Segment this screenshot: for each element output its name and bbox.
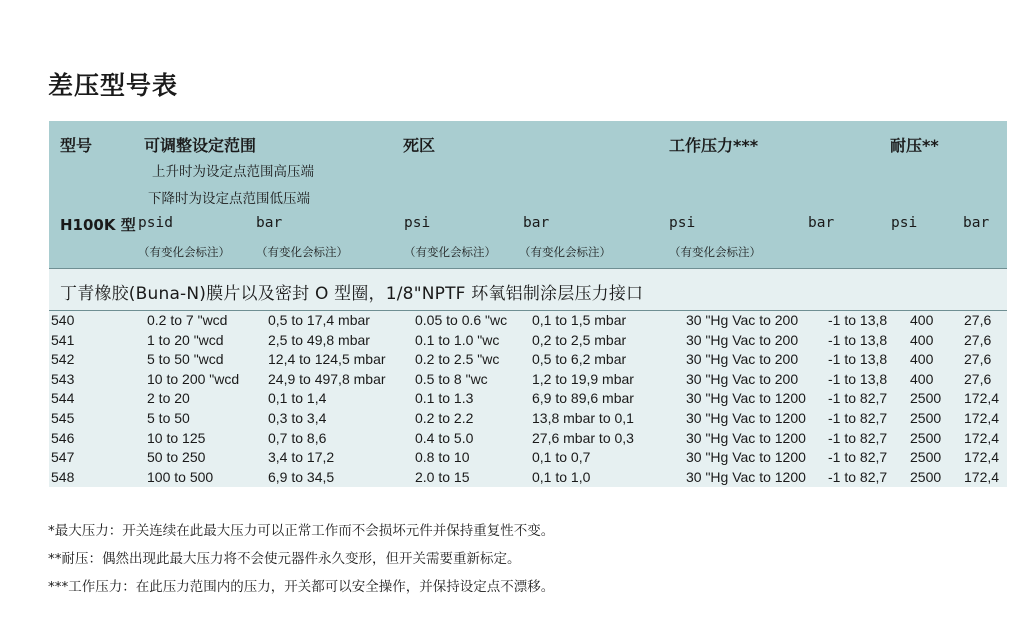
change-note: （有变化会标注） xyxy=(138,245,230,259)
deadband-psi-cell: 0.05 to 0.6 "wc xyxy=(415,312,508,328)
header-deadband: 死区 xyxy=(403,136,436,155)
table-row xyxy=(49,409,1007,429)
deadband-psi-cell: 0.5 to 8 "wc xyxy=(415,370,488,387)
working-psi-cell: 30 "Hg Vac to 1200 xyxy=(686,390,806,407)
footnote-working-pressure: ***工作压力：在此压力范围内的压力，开关都可以安全操作，并保持设定点不漂移。 xyxy=(48,579,555,595)
model-cell: 547 xyxy=(51,449,75,466)
psid-range-cell: 10 to 200 "wcd xyxy=(147,370,240,387)
deadband-psi-cell: 0.4 to 5.0 xyxy=(415,429,474,446)
model-cell: 542 xyxy=(51,351,75,368)
section-heading xyxy=(49,269,1007,310)
page-title: 差压型号表 xyxy=(48,71,179,100)
bar-range-cell: 12,4 to 124,5 mbar xyxy=(268,351,386,368)
deadband-psi-cell: 0.1 to 1.0 "wc xyxy=(415,331,500,348)
change-note: （有变化会标注） xyxy=(669,245,761,259)
change-note: （有变化会标注） xyxy=(519,245,611,259)
header-rising-note: 上升时为设定点范围高压端 xyxy=(152,164,314,180)
proof-psi-cell: 400 xyxy=(910,370,934,387)
working-psi-cell: 30 "Hg Vac to 1200 xyxy=(686,449,806,466)
bar-range-cell: 2,5 to 49,8 mbar xyxy=(268,331,370,348)
working-psi-cell: 30 "Hg Vac to 200 xyxy=(686,312,799,328)
header-falling-note: 下降时为设定点范围低压端 xyxy=(148,191,310,207)
working-psi-cell: 30 "Hg Vac to 1200 xyxy=(686,410,806,426)
proof-bar-cell: 172,4 xyxy=(964,390,1000,407)
unit-bar: bar xyxy=(963,215,990,231)
psid-range-cell: 2 to 20 xyxy=(147,390,190,407)
deadband-psi-cell: 0.8 to 10 xyxy=(415,449,470,466)
table-body xyxy=(49,311,1007,487)
psid-range-cell: 50 to 250 xyxy=(147,449,206,466)
psid-range-cell: 100 to 500 xyxy=(147,468,214,485)
header-model-series: H100K 型 xyxy=(60,216,136,234)
header-model: 型号 xyxy=(60,136,93,155)
unit-bar: bar xyxy=(523,215,550,231)
header-range: 可调整设定范围 xyxy=(144,136,257,155)
bar-range-cell: 0,7 to 8,6 xyxy=(268,429,327,446)
table-row xyxy=(49,389,1007,409)
working-psi-cell: 30 "Hg Vac to 1200 xyxy=(686,468,806,485)
proof-bar-cell: 27,6 xyxy=(964,331,992,348)
psid-range-cell: 5 to 50 "wcd xyxy=(147,351,224,368)
working-bar-cell: -1 to 82,7 xyxy=(828,410,888,426)
bar-range-cell: 0,5 to 17,4 mbar xyxy=(268,312,370,328)
table-row xyxy=(49,448,1007,468)
working-psi-cell: 30 "Hg Vac to 200 xyxy=(686,351,799,368)
proof-bar-cell: 172,4 xyxy=(964,468,1000,485)
deadband-bar-cell: 6,9 to 89,6 mbar xyxy=(532,390,634,407)
deadband-bar-cell: 0,1 to 0,7 xyxy=(532,449,591,466)
model-cell: 548 xyxy=(51,468,75,485)
unit-psi: psi xyxy=(669,215,696,231)
model-cell: 544 xyxy=(51,390,75,407)
table-row xyxy=(49,468,1007,488)
working-psi-cell: 30 "Hg Vac to 1200 xyxy=(686,429,806,446)
model-cell: 545 xyxy=(51,410,75,426)
footnotes xyxy=(48,519,554,603)
proof-psi-cell: 2500 xyxy=(910,468,942,485)
table-header xyxy=(49,121,1007,268)
psid-range-cell: 0.2 to 7 "wcd xyxy=(147,312,228,328)
model-cell: 543 xyxy=(51,370,75,387)
deadband-psi-cell: 0.1 to 1.3 xyxy=(415,390,474,407)
proof-psi-cell: 2500 xyxy=(910,390,942,407)
deadband-bar-cell: 13,8 mbar to 0,1 xyxy=(532,410,634,426)
table-row xyxy=(49,311,1007,331)
working-bar-cell: -1 to 13,8 xyxy=(828,351,888,368)
header-proof-pressure: 耐压** xyxy=(890,136,939,155)
proof-bar-cell: 27,6 xyxy=(964,351,992,368)
unit-bar: bar xyxy=(256,215,283,231)
model-cell: 541 xyxy=(51,331,75,348)
deadband-psi-cell: 0.2 to 2.2 xyxy=(415,410,474,426)
footnote-proof-pressure: **耐压：偶然出现此最大压力将不会使元器件永久变形，但开关需要重新标定。 xyxy=(48,551,521,567)
working-psi-cell: 30 "Hg Vac to 200 xyxy=(686,370,799,387)
psid-range-cell: 1 to 20 "wcd xyxy=(147,331,224,348)
header-working-pressure: 工作压力*** xyxy=(669,136,759,155)
bar-range-cell: 0,1 to 1,4 xyxy=(268,390,327,407)
deadband-bar-cell: 1,2 to 19,9 mbar xyxy=(532,370,634,387)
unit-psi: psi xyxy=(404,215,431,231)
change-note: （有变化会标注） xyxy=(256,245,348,259)
deadband-psi-cell: 0.2 to 2.5 "wc xyxy=(415,351,500,368)
bar-range-cell: 0,3 to 3,4 xyxy=(268,410,327,426)
psid-range-cell: 10 to 125 xyxy=(147,429,206,446)
bar-range-cell: 24,9 to 497,8 mbar xyxy=(268,370,386,387)
section-title: 丁青橡胶(Buna-N)膜片以及密封 O 型圈，1/8"NPTF 环氧铝制涂层压力接口 xyxy=(60,284,644,304)
proof-bar-cell: 172,4 xyxy=(964,429,1000,446)
working-bar-cell: -1 to 82,7 xyxy=(828,449,888,466)
model-cell: 546 xyxy=(51,429,75,446)
deadband-bar-cell: 0,5 to 6,2 mbar xyxy=(532,351,627,368)
proof-bar-cell: 172,4 xyxy=(964,449,1000,466)
unit-psi: psi xyxy=(891,215,918,231)
working-bar-cell: -1 to 13,8 xyxy=(828,331,888,348)
deadband-bar-cell: 0,2 to 2,5 mbar xyxy=(532,331,627,348)
proof-psi-cell: 2500 xyxy=(910,429,942,446)
proof-bar-cell: 172,4 xyxy=(964,410,1000,426)
working-bar-cell: -1 to 13,8 xyxy=(828,370,888,387)
working-bar-cell: -1 to 13,8 xyxy=(828,312,888,328)
working-bar-cell: -1 to 82,7 xyxy=(828,429,888,446)
change-note: （有变化会标注） xyxy=(404,245,496,259)
bar-range-cell: 6,9 to 34,5 xyxy=(268,468,335,485)
proof-psi-cell: 400 xyxy=(910,312,934,328)
model-cell: 540 xyxy=(51,312,75,328)
unit-psid: psid xyxy=(138,215,173,231)
working-psi-cell: 30 "Hg Vac to 200 xyxy=(686,331,799,348)
footnote-max-pressure: *最大压力：开关连续在此最大压力可以正常工作而不会损坏元件并保持重复性不变。 xyxy=(48,523,555,539)
proof-psi-cell: 2500 xyxy=(910,410,942,426)
unit-bar: bar xyxy=(808,215,835,231)
proof-bar-cell: 27,6 xyxy=(964,312,992,328)
table-row xyxy=(49,370,1007,390)
psid-range-cell: 5 to 50 xyxy=(147,410,190,426)
deadband-bar-cell: 0,1 to 1,0 xyxy=(532,468,591,485)
proof-psi-cell: 400 xyxy=(910,331,934,348)
bar-range-cell: 3,4 to 17,2 xyxy=(268,449,335,466)
table-row xyxy=(49,331,1007,351)
proof-bar-cell: 27,6 xyxy=(964,370,992,387)
deadband-bar-cell: 27,6 mbar to 0,3 xyxy=(532,429,634,446)
proof-psi-cell: 400 xyxy=(910,351,934,368)
proof-psi-cell: 2500 xyxy=(910,449,942,466)
working-bar-cell: -1 to 82,7 xyxy=(828,390,888,407)
deadband-psi-cell: 2.0 to 15 xyxy=(415,468,470,485)
table-row xyxy=(49,350,1007,370)
table-row xyxy=(49,429,1007,449)
working-bar-cell: -1 to 82,7 xyxy=(828,468,888,485)
deadband-bar-cell: 0,1 to 1,5 mbar xyxy=(532,312,627,328)
